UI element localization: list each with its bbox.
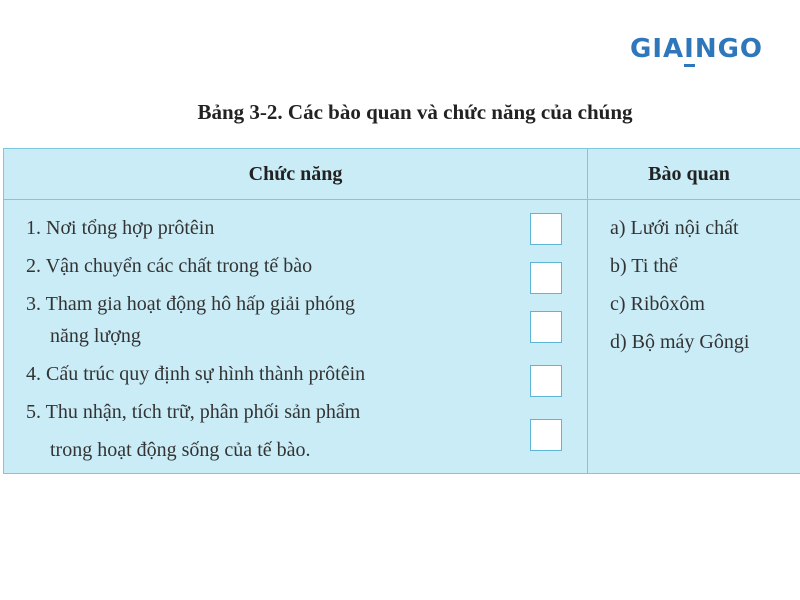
logo-text-1: GIA — [630, 34, 685, 64]
organelle-function-table — [3, 148, 800, 474]
logo-text-2: I — [684, 34, 695, 67]
answer-box-2[interactable] — [530, 262, 562, 294]
organelle-d: d) Bộ máy Gôngi — [610, 331, 750, 353]
function-item-5-cont: trong hoạt động sống của tế bào. — [50, 439, 311, 461]
function-item-1: 1. Nơi tổng hợp prôtêin — [26, 217, 215, 239]
function-item-3: 3. Tham gia hoạt động hô hấp giải phóng — [26, 293, 356, 315]
answer-box-5[interactable] — [530, 419, 562, 451]
function-item-4: 4. Cấu trúc quy định sự hình thành prôtêin — [26, 363, 366, 385]
logo-text-3: NGO — [694, 34, 764, 64]
column-divider — [587, 149, 588, 473]
function-item-3-cont: năng lượng — [50, 325, 141, 347]
header-organelles: Bào quan — [648, 163, 730, 185]
organelle-b: b) Ti thể — [610, 255, 678, 277]
giaingo-logo — [630, 36, 763, 62]
function-item-5: 5. Thu nhận, tích trữ, phân phối sản phẩm — [26, 401, 361, 423]
organelle-a: a) Lưới nội chất — [610, 217, 739, 239]
function-item-2: 2. Vận chuyển các chất trong tế bào — [26, 255, 313, 277]
answer-box-4[interactable] — [530, 365, 562, 397]
organelle-c: c) Ribôxôm — [610, 293, 705, 315]
answer-box-1[interactable] — [530, 213, 562, 245]
table-caption: Bảng 3-2. Các bào quan và chức năng của chúng — [197, 100, 633, 124]
header-functions: Chức năng — [248, 163, 343, 185]
answer-box-3[interactable] — [530, 311, 562, 343]
header-divider — [4, 199, 800, 200]
